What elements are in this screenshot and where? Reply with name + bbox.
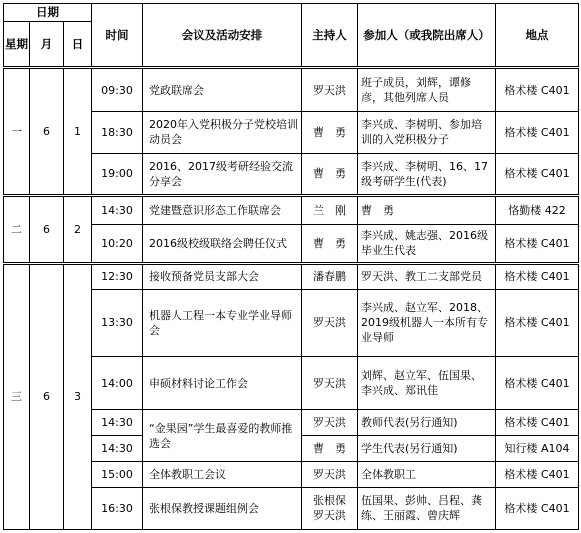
host-cell: 兰 刚: [302, 195, 358, 224]
agenda-cell: 党建暨意识形态工作联席会: [143, 195, 302, 224]
participants-cell: 李兴成、姚志强、2016级毕业生代表: [358, 224, 496, 263]
location-cell: 知行楼 A104: [496, 436, 579, 462]
day-cell: 3: [64, 263, 92, 529]
header-host: 主持人: [302, 4, 358, 68]
weekday-cell: 三: [4, 263, 30, 529]
time-cell: 16:30: [92, 487, 143, 529]
weekday-cell: 二: [4, 195, 30, 263]
time-cell: 13:30: [92, 289, 143, 356]
location-cell: 格术楼 C401: [496, 356, 579, 410]
header-agenda: 会议及活动安排: [143, 4, 302, 68]
header-time: 时间: [92, 4, 143, 68]
day-cell: 2: [64, 195, 92, 263]
host-cell: 罗天洪: [302, 68, 358, 112]
time-cell: 14:00: [92, 356, 143, 410]
agenda-cell: 申硕材料讨论工作会: [143, 356, 302, 410]
participants-cell: 罗天洪、教工二支部党员: [358, 263, 496, 289]
host-cell: 曹 勇: [302, 224, 358, 263]
host-cell: 罗天洪: [302, 289, 358, 356]
location-cell: 格术楼 C401: [496, 461, 579, 487]
host-cell: 张根保 罗天洪: [302, 487, 358, 529]
month-cell: 6: [30, 68, 64, 196]
agenda-cell: 党政联席会: [143, 68, 302, 112]
header-participants: 参加人（或我院出席人）: [358, 4, 496, 68]
location-cell: 格术楼 C401: [496, 224, 579, 263]
participants-cell: 曹 勇: [358, 195, 496, 224]
location-cell: 格术楼 C401: [496, 487, 579, 529]
time-cell: 10:20: [92, 224, 143, 263]
header-weekday: 星期: [4, 22, 30, 68]
header-day: 日: [64, 22, 92, 68]
host-cell: 曹 勇: [302, 153, 358, 195]
agenda-cell: 2020年入党积极分子党校培训动员会: [143, 112, 302, 153]
participants-cell: 刘辉、赵立军、伍国果、李兴成、郑讯佳: [358, 356, 496, 410]
time-cell: 19:00: [92, 153, 143, 195]
time-cell: 14:30: [92, 195, 143, 224]
location-cell: 格术楼 C401: [496, 410, 579, 436]
agenda-cell: 2016级校级联络会聘任仪式: [143, 224, 302, 263]
time-cell: 15:00: [92, 461, 143, 487]
schedule-table: [3, 3, 579, 530]
month-cell: 6: [30, 195, 64, 263]
agenda-cell: 接收预备党员支部大会: [143, 263, 302, 289]
weekday-cell: 一: [4, 68, 30, 196]
header-location: 地点: [496, 4, 579, 68]
location-cell: 格术楼 C401: [496, 153, 579, 195]
host-cell: 罗天洪: [302, 410, 358, 436]
participants-cell: 李兴成、赵立军、2018、2019级机器人一本所有专业导师: [358, 289, 496, 356]
time-cell: 18:30: [92, 112, 143, 153]
participants-cell: 李兴成、李树明、16、17级考研学生(代表): [358, 153, 496, 195]
header-date: 日期: [4, 4, 92, 22]
location-cell: 恪勤楼 422: [496, 195, 579, 224]
host-cell: 曹 勇: [302, 436, 358, 462]
agenda-cell: 全体教职工会议: [143, 461, 302, 487]
time-cell: 12:30: [92, 263, 143, 289]
participants-cell: 学生代表(另行通知): [358, 436, 496, 462]
host-cell: 潘春鹏: [302, 263, 358, 289]
location-cell: 格术楼 C401: [496, 289, 579, 356]
day-cell: 1: [64, 68, 92, 196]
agenda-cell: “金果园”学生最喜爱的教师推选会: [143, 410, 302, 462]
agenda-cell: 张根保教授课题组例会: [143, 487, 302, 529]
participants-cell: 伍国果、彭帅、吕程、龚练、王丽霞、曾庆辉: [358, 487, 496, 529]
participants-cell: 教师代表(另行通知): [358, 410, 496, 436]
host-cell: 曹 勇: [302, 112, 358, 153]
location-cell: 格术楼 C401: [496, 112, 579, 153]
month-cell: 6: [30, 263, 64, 529]
time-cell: 14:30: [92, 436, 143, 462]
host-cell: 罗天洪: [302, 461, 358, 487]
participants-cell: 班子成员，刘辉，谭修彦，其他列席人员: [358, 68, 496, 112]
participants-cell: 全体教职工: [358, 461, 496, 487]
agenda-cell: 2016、2017级考研经验交流分享会: [143, 153, 302, 195]
agenda-cell: 机器人工程一本专业学业导师会: [143, 289, 302, 356]
participants-cell: 李兴成、李树明、参加培训的入党积极分子: [358, 112, 496, 153]
location-cell: 格术楼 C401: [496, 263, 579, 289]
location-cell: 格术楼 C401: [496, 68, 579, 112]
header-month: 月: [30, 22, 64, 68]
host-cell: 罗天洪: [302, 356, 358, 410]
time-cell: 14:30: [92, 410, 143, 436]
time-cell: 09:30: [92, 68, 143, 112]
